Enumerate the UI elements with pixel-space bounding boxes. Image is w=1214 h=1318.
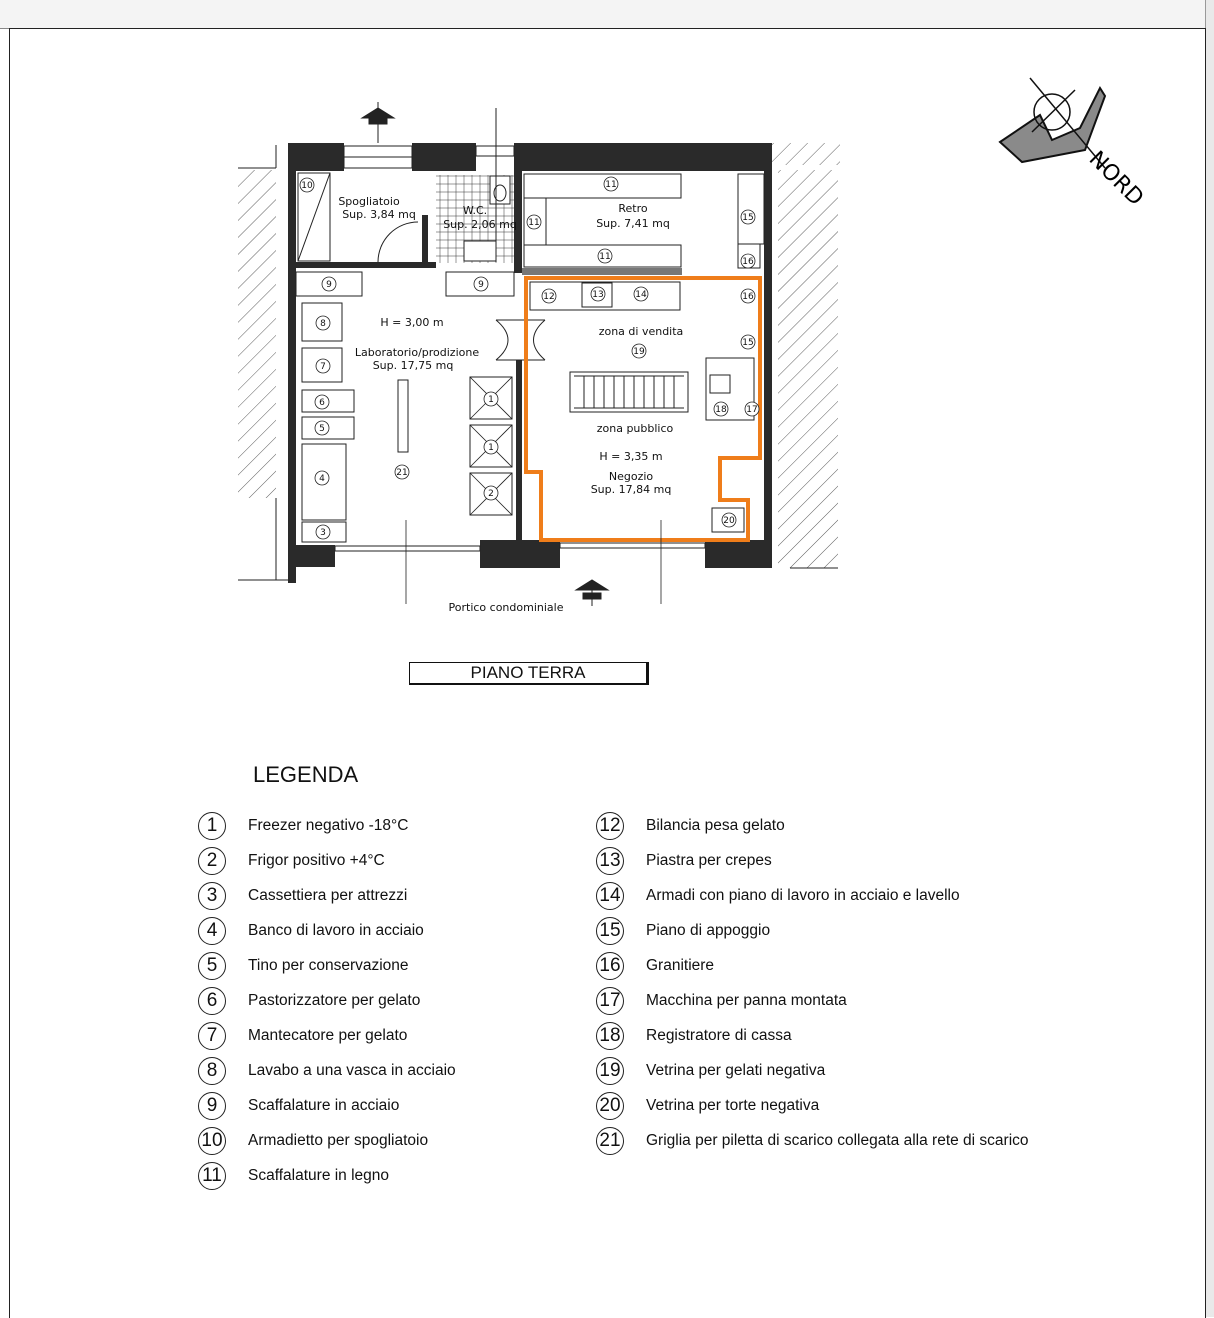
legend-item xyxy=(596,1123,1029,1158)
legend-item xyxy=(198,843,456,878)
equipment-marker: 12 xyxy=(543,292,555,302)
legend-text: Griglia per piletta di scarico collegata alla rete di scarico xyxy=(646,1131,1029,1149)
legend-item xyxy=(596,983,1029,1018)
equipment-marker: 6 xyxy=(319,398,325,408)
legend-number: 4 xyxy=(198,917,226,945)
legend-number: 6 xyxy=(198,987,226,1015)
equipment-marker: 18 xyxy=(715,405,727,415)
legend-text: Bilancia pesa gelato xyxy=(646,816,785,834)
equipment-marker: 15 xyxy=(742,338,754,348)
negozio-name: Negozio xyxy=(608,470,654,483)
equipment-marker: 11 xyxy=(528,218,540,228)
legend-text: Granitiere xyxy=(646,956,715,974)
equipment-marker: 14 xyxy=(635,290,647,300)
legend-text: Cassettiera per attrezzi xyxy=(248,886,408,904)
legend-number: 18 xyxy=(596,1022,624,1050)
legend-number: 8 xyxy=(198,1057,226,1085)
legend-item xyxy=(596,948,1029,983)
equipment-marker: 3 xyxy=(320,528,326,538)
equipment-marker: 17 xyxy=(746,405,758,415)
legend-number: 1 xyxy=(198,812,226,840)
legend-text: Pastorizzatore per gelato xyxy=(248,991,421,1009)
legend-item xyxy=(198,878,456,913)
legend-number: 19 xyxy=(596,1057,624,1085)
negozio-area: Sup. 17,84 mq xyxy=(590,483,672,496)
zona-vendita-label: zona di vendita xyxy=(598,325,684,338)
legend-title: LEGENDA xyxy=(253,762,359,787)
legend-item xyxy=(596,913,1029,948)
equipment-marker: 11 xyxy=(605,180,617,190)
lab-area: Sup. 17,75 mq xyxy=(372,359,454,372)
retro-partition xyxy=(522,268,682,275)
neighbour-wall-top-right xyxy=(770,143,840,165)
legend-text: Armadietto per spogliatoio xyxy=(248,1131,429,1149)
wc-area: Sup. 2,06 mq xyxy=(443,218,517,231)
legend-number: 12 xyxy=(596,812,624,840)
retro-name: Retro xyxy=(618,202,648,215)
legend-item xyxy=(596,1053,1029,1088)
legend-item xyxy=(198,1123,456,1158)
legend-text: Freezer negativo -18°C xyxy=(248,816,409,834)
north-arrow-icon xyxy=(1000,78,1148,211)
equipment-marker: 1 xyxy=(488,395,494,405)
door-spogliatoio xyxy=(378,222,418,262)
legend-item xyxy=(198,948,456,983)
legend-text: Scaffalature in acciaio xyxy=(248,1096,400,1114)
legend-text: Tino per conservazione xyxy=(248,956,409,974)
legend-number: 5 xyxy=(198,952,226,980)
legend-item xyxy=(596,878,1029,913)
legend-item xyxy=(198,1018,456,1053)
retro-shelf-top xyxy=(524,174,681,198)
equipment-marker: 15 xyxy=(742,213,754,223)
legend-text: Registratore di cassa xyxy=(646,1026,792,1044)
legend-number: 10 xyxy=(198,1127,226,1155)
legend-item xyxy=(596,1088,1029,1123)
legend-text: Frigor positivo +4°C xyxy=(248,851,385,869)
legend-number: 13 xyxy=(596,847,624,875)
legend-text: Lavabo a una vasca in acciaio xyxy=(248,1061,456,1079)
neighbour-wall-left xyxy=(238,170,276,498)
zona-pubblico-label: zona pubblico xyxy=(596,422,674,435)
legend-text: Piastra per crepes xyxy=(646,851,772,869)
north-label: NORD xyxy=(1083,146,1149,211)
equipment-marker: 9 xyxy=(326,280,332,290)
legend-number: 9 xyxy=(198,1092,226,1120)
equipment-marker: 20 xyxy=(723,516,735,526)
legend-item xyxy=(596,843,1029,878)
legend-number: 3 xyxy=(198,882,226,910)
legend-number: 21 xyxy=(596,1127,624,1155)
legend-right-column xyxy=(596,808,1029,1158)
legend-number: 2 xyxy=(198,847,226,875)
lab-name: Laboratorio/prodizione xyxy=(354,346,480,359)
legend-text: Armadi con piano di lavoro in acciaio e lavello xyxy=(646,886,960,904)
neighbour-wall-right xyxy=(778,170,838,568)
legend-item xyxy=(198,1088,456,1123)
legend-text: Vetrina per gelati negativa xyxy=(646,1061,826,1079)
portico-label: Portico condominiale xyxy=(448,601,564,614)
door-lab xyxy=(496,320,508,360)
legend-item xyxy=(198,1053,456,1088)
equipment-marker: 10 xyxy=(301,181,313,191)
legend-number: 11 xyxy=(198,1162,226,1190)
equipment-marker: 9 xyxy=(478,280,484,290)
drawing-title: PIANO TERRA xyxy=(409,662,649,685)
legend-number: 20 xyxy=(596,1092,624,1120)
equipment-marker: 21 xyxy=(396,468,408,478)
wc-sink xyxy=(464,241,496,261)
legend-number: 14 xyxy=(596,882,624,910)
legend-text: Mantecatore per gelato xyxy=(248,1026,408,1044)
legend-text: Macchina per panna montata xyxy=(646,991,847,1009)
legend-number: 7 xyxy=(198,1022,226,1050)
retro-area: Sup. 7,41 mq xyxy=(596,217,670,230)
equipment-marker: 11 xyxy=(599,252,611,262)
wc-name: W.C. xyxy=(462,204,488,217)
legend-number: 16 xyxy=(596,952,624,980)
spogliatoio-area: Sup. 3,84 mq xyxy=(342,208,416,221)
equipment-marker: 19 xyxy=(633,347,645,357)
lab-height: H = 3,00 m xyxy=(380,316,444,329)
spogliatoio-name: Spogliatoio xyxy=(338,195,400,208)
legend-item xyxy=(198,983,456,1018)
equipment-marker: 16 xyxy=(742,257,754,267)
legend-item xyxy=(596,808,1029,843)
legend-item xyxy=(198,1158,456,1193)
legend-text: Scaffalature in legno xyxy=(248,1166,390,1184)
legend-text: Banco di lavoro in acciaio xyxy=(248,921,424,939)
legend-text: Piano di appoggio xyxy=(646,921,771,939)
legend-number: 17 xyxy=(596,987,624,1015)
equipment-marker: 1 xyxy=(488,443,494,453)
equipment-marker: 5 xyxy=(319,424,325,434)
equipment-marker: 2 xyxy=(488,489,494,499)
equipment-marker: 7 xyxy=(320,362,326,372)
legend-item xyxy=(198,808,456,843)
legend-text: Vetrina per torte negativa xyxy=(646,1096,820,1114)
negozio-height: H = 3,35 m xyxy=(599,450,663,463)
legend-left-column xyxy=(198,808,456,1193)
equipment-marker: 13 xyxy=(592,290,604,300)
equipment-marker: 4 xyxy=(319,474,325,484)
equipment-marker: 16 xyxy=(742,292,754,302)
legend-item xyxy=(596,1018,1029,1053)
equipment-marker: 8 xyxy=(320,319,326,329)
legend-number: 15 xyxy=(596,917,624,945)
legend-item xyxy=(198,913,456,948)
